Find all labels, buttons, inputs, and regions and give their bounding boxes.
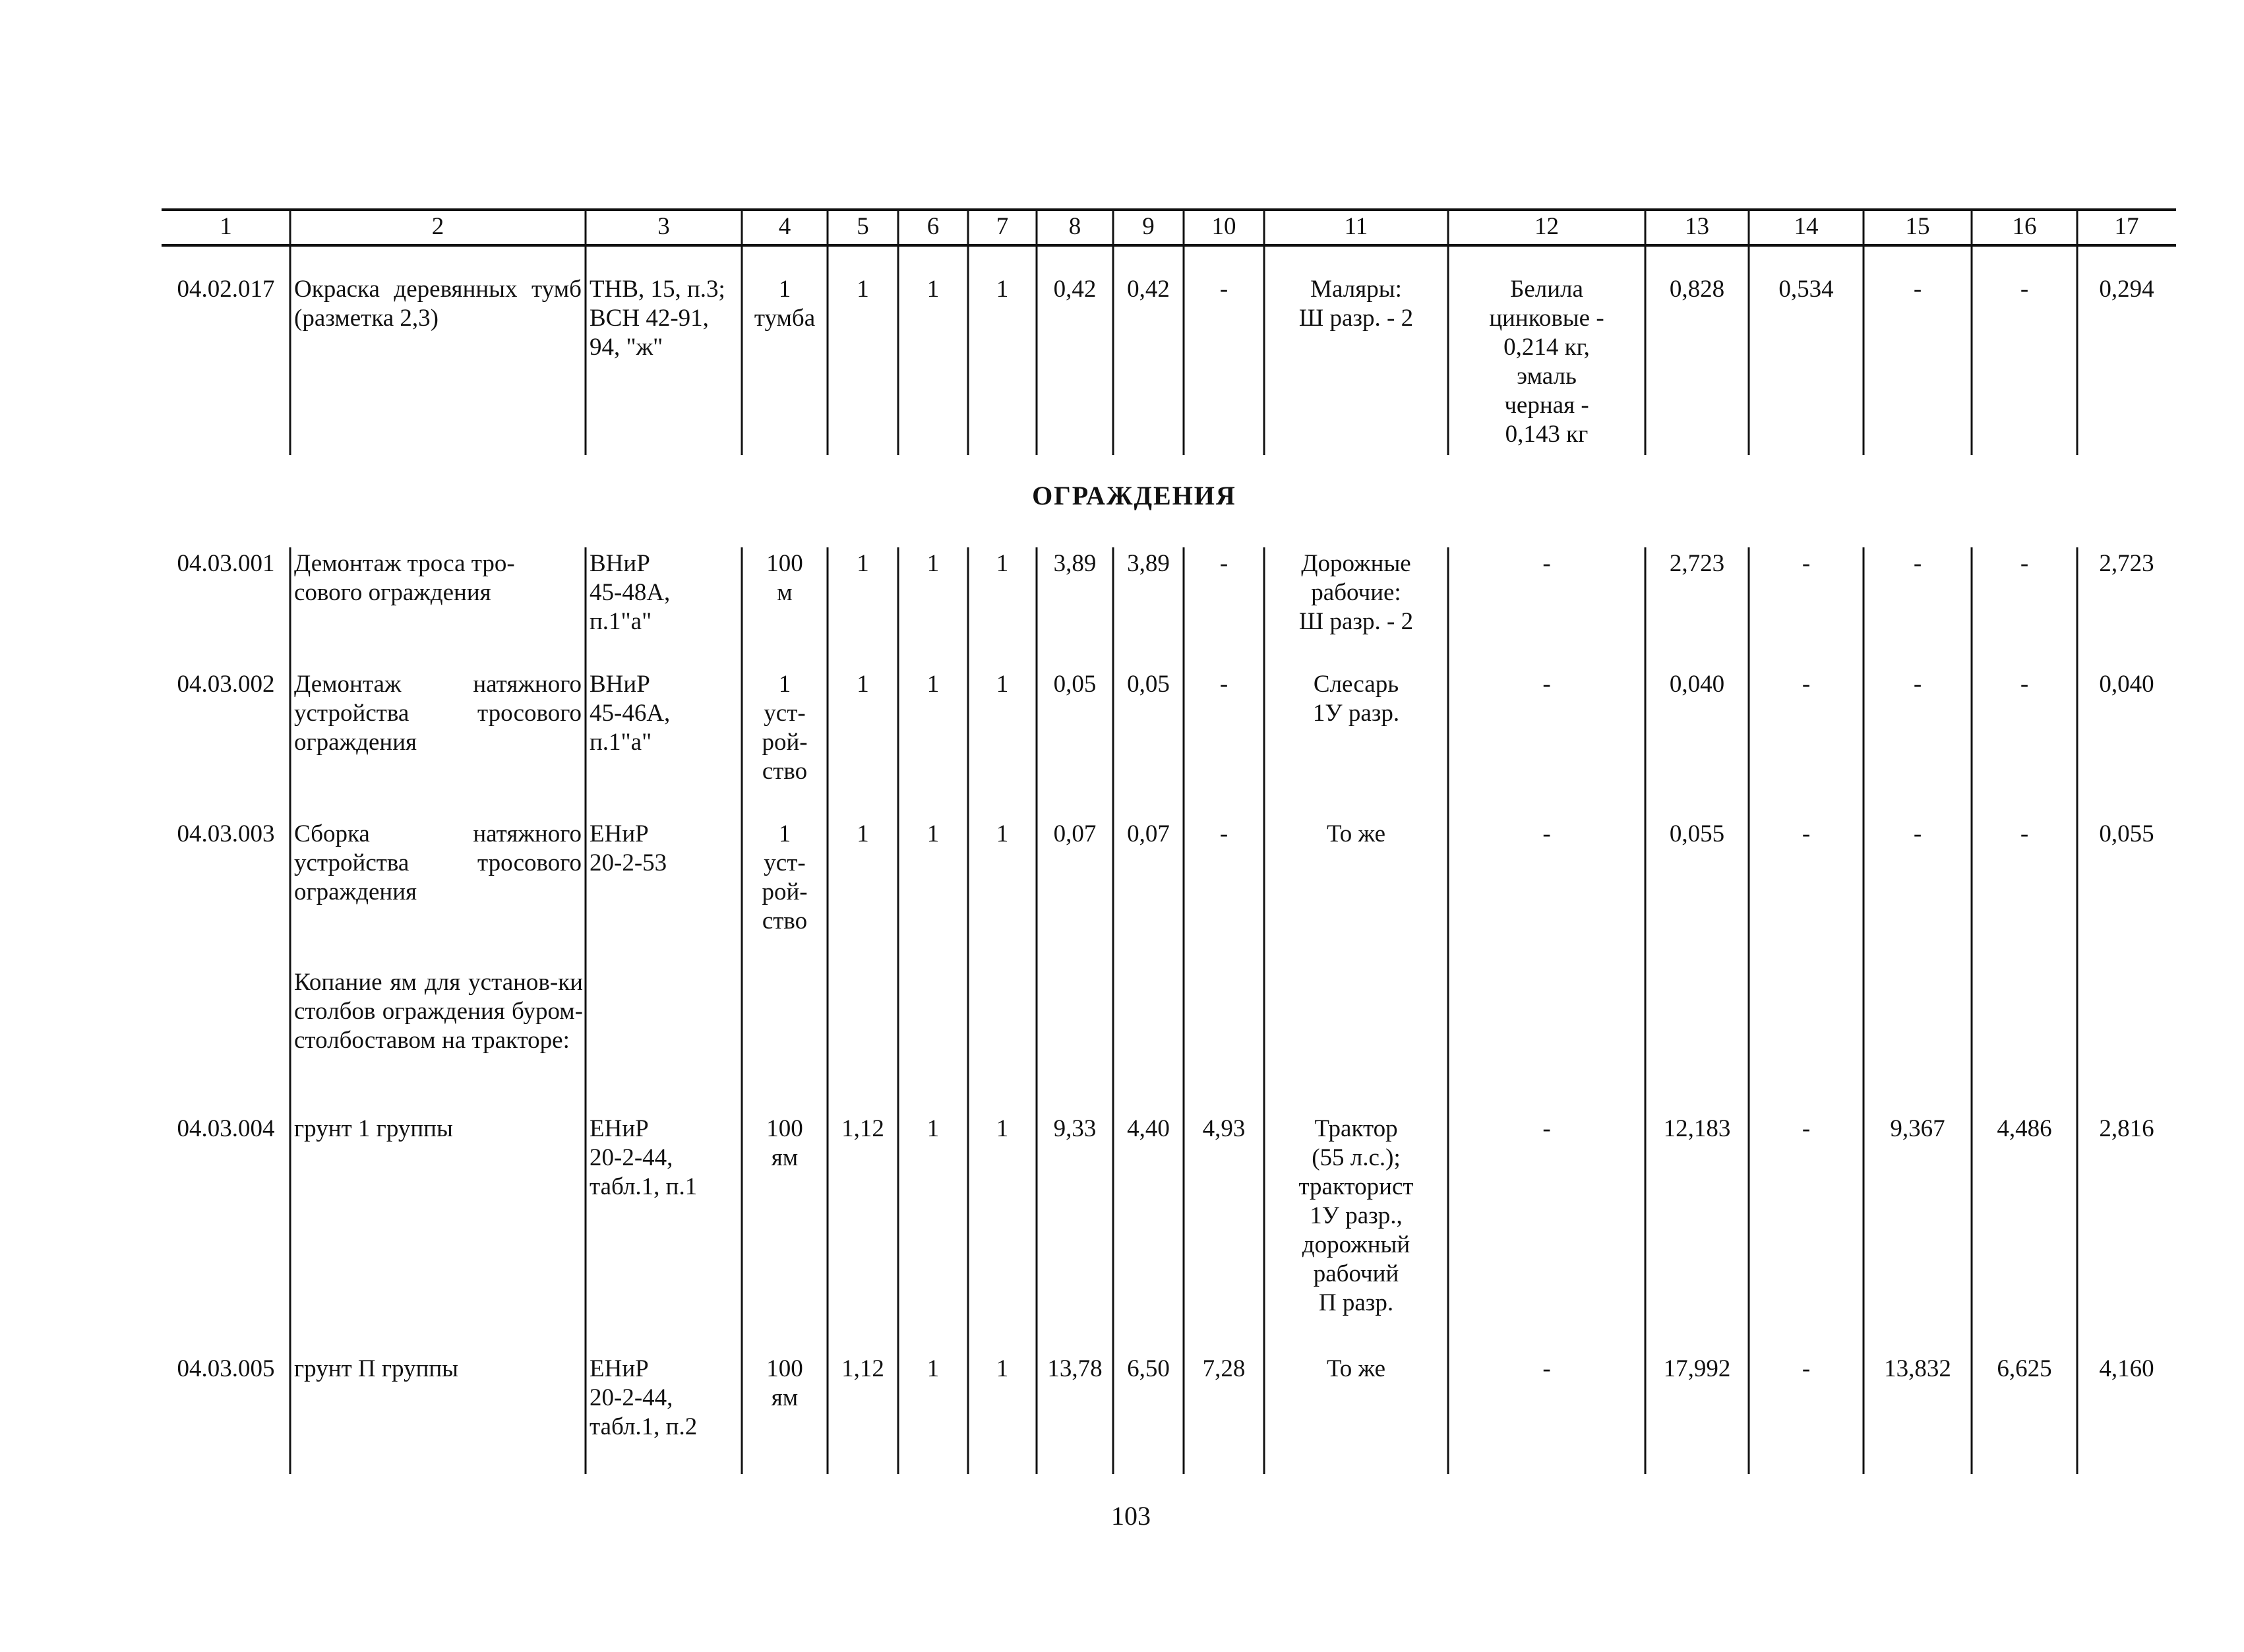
row-col8: 3,89 [1053,550,1097,577]
row-code: 04.02.017 [177,276,275,303]
row-col7: 1 [996,1355,1009,1382]
subheading: Копание ям для установ-ки столбов ограждения буром-столбоставом на тракторе: [294,969,583,1054]
row-unit: 1 уст- рой- ство [762,820,808,934]
row-col9: 3,89 [1127,550,1170,577]
header-cell: 6 [926,213,940,240]
row-col10: - [1219,550,1228,577]
row-col6: 1 [926,1355,940,1382]
row-col13: 0,040 [1669,671,1725,698]
row-col16: 4,486 [1997,1115,2052,1142]
row-materials: Белила цинковые - 0,214 кг, эмаль черная - 0,143 кг [1489,276,1604,448]
row-col7: 1 [996,550,1009,577]
row-workers: Дорожные рабочие: Ш разр. - 2 [1298,550,1414,635]
row-col8: 9,33 [1053,1115,1097,1142]
row-code: 04.03.005 [177,1355,275,1382]
row-workers: Маляры: Ш разр. - 2 [1298,276,1414,332]
row-norm: ЕНиР 20-2-44, табл.1, п.2 [590,1355,698,1440]
row-workers: То же [1326,820,1386,847]
header-cell: 7 [996,213,1009,240]
row-col5: 1 [857,671,869,698]
row-col10: 4,93 [1202,1115,1246,1142]
row-col15: - [1913,671,1922,698]
row-col17: 2,723 [2099,550,2154,577]
row-col5: 1 [857,820,869,847]
page-number: 103 [1111,1501,1151,1531]
row-col9: 0,07 [1127,820,1170,847]
row-col9: 6,50 [1127,1355,1170,1382]
header-cell: 14 [1794,213,1819,240]
row-norm: ТНВ, 15, п.3; ВСН 42-91, 94, "ж" [590,276,725,361]
section-title: ОГРАЖДЕНИЯ [1032,481,1236,510]
row-col14: - [1802,820,1811,847]
row-col8: 0,05 [1053,671,1097,698]
row-col16: - [2020,276,2029,303]
row-col13: 12,183 [1663,1115,1731,1142]
row-code: 04.03.001 [177,550,275,577]
row-materials: - [1542,550,1551,577]
row-materials: - [1542,820,1551,847]
row-col6: 1 [926,550,940,577]
row-workers: Слесарь 1У разр. [1312,671,1400,727]
row-col5: 1 [857,276,869,303]
row-col16: - [2020,550,2029,577]
row-col8: 0,42 [1053,276,1097,303]
row-unit: 1 тумба [754,276,816,332]
row-col9: 0,05 [1127,671,1170,698]
header-cell: 13 [1685,213,1709,240]
header-cell: 16 [2012,213,2037,240]
row-col6: 1 [926,671,940,698]
row-col7: 1 [996,820,1009,847]
row-col17: 0,040 [2099,671,2154,698]
header-cell: 15 [1905,213,1930,240]
row-unit: 100 ям [766,1115,803,1171]
row-col9: 0,42 [1127,276,1170,303]
header-cell: 1 [220,213,232,240]
header-cell: 17 [2114,213,2139,240]
row-name: грунт 1 группы [294,1115,453,1142]
row-col7: 1 [996,1115,1009,1142]
row-name: грунт П группы [294,1355,459,1382]
row-col6: 1 [926,276,940,303]
row-code: 04.03.004 [177,1115,275,1142]
row-materials: - [1542,1355,1551,1382]
row-col7: 1 [996,671,1009,698]
row-col5: 1,12 [841,1115,884,1142]
row-col15: 13,832 [1884,1355,1951,1382]
header-cell: 3 [657,213,670,240]
row-col15: 9,367 [1890,1115,1945,1142]
header-cell: 9 [1142,213,1155,240]
row-col13: 17,992 [1663,1355,1731,1382]
row-name: Окраска деревянных тумб (разметка 2,3) [294,276,582,332]
row-col8: 13,78 [1047,1355,1103,1382]
row-col17: 4,160 [2099,1355,2154,1382]
row-code: 04.03.002 [177,671,275,698]
row-unit: 1 уст- рой- ство [762,671,808,785]
header-cell: 4 [778,213,791,240]
row-col17: 0,055 [2099,820,2154,847]
row-workers: Трактор (55 л.с.); тракторист 1У разр., дорожный рабочий П разр. [1298,1115,1414,1316]
row-col17: 0,294 [2099,276,2154,303]
row-col14: - [1802,1355,1811,1382]
row-col10: 7,28 [1202,1355,1246,1382]
row-materials: - [1542,1115,1551,1142]
row-col14: - [1802,1115,1811,1142]
header-cell: 10 [1211,213,1236,240]
row-col13: 0,055 [1669,820,1725,847]
row-col14: 0,534 [1778,276,1834,303]
row-col6: 1 [926,1115,940,1142]
row-materials: - [1542,671,1551,698]
row-code: 04.03.003 [177,820,275,847]
row-col8: 0,07 [1053,820,1097,847]
header-cell: 8 [1068,213,1081,240]
row-col14: - [1802,550,1811,577]
row-col10: - [1219,671,1228,698]
row-col10: - [1219,276,1228,303]
row-norm: ВНиР 45-48А, п.1"а" [590,550,671,635]
row-col5: 1,12 [841,1355,884,1382]
row-col6: 1 [926,820,940,847]
row-col15: - [1913,820,1922,847]
header-cell: 12 [1534,213,1559,240]
row-col10: - [1219,820,1228,847]
row-name: Демонтаж троса тро- сового ограждения [294,550,515,606]
header-cell: 5 [857,213,869,240]
row-unit: 100 м [766,550,803,606]
header-cell: 11 [1344,213,1368,240]
row-col9: 4,40 [1127,1115,1170,1142]
row-col16: 6,625 [1997,1355,2052,1382]
row-col14: - [1802,671,1811,698]
row-name: Демонтаж натяжного устройства тросового ограждения [294,671,582,756]
row-norm: ЕНиР 20-2-53 [590,820,667,876]
row-col17: 2,816 [2099,1115,2154,1142]
row-unit: 100 ям [766,1355,803,1411]
row-norm: ВНиР 45-46А, п.1"а" [590,671,671,756]
row-col15: - [1913,550,1922,577]
row-col16: - [2020,671,2029,698]
row-col13: 0,828 [1669,276,1725,303]
row-col15: - [1913,276,1922,303]
row-col7: 1 [996,276,1009,303]
row-name: Сборка натяжного устройства тросового ограждения [294,820,582,905]
row-col13: 2,723 [1669,550,1725,577]
row-col5: 1 [857,550,869,577]
row-workers: То же [1326,1355,1386,1382]
row-col16: - [2020,820,2029,847]
header-cell: 2 [431,213,444,240]
row-norm: ЕНиР 20-2-44, табл.1, п.1 [590,1115,698,1200]
